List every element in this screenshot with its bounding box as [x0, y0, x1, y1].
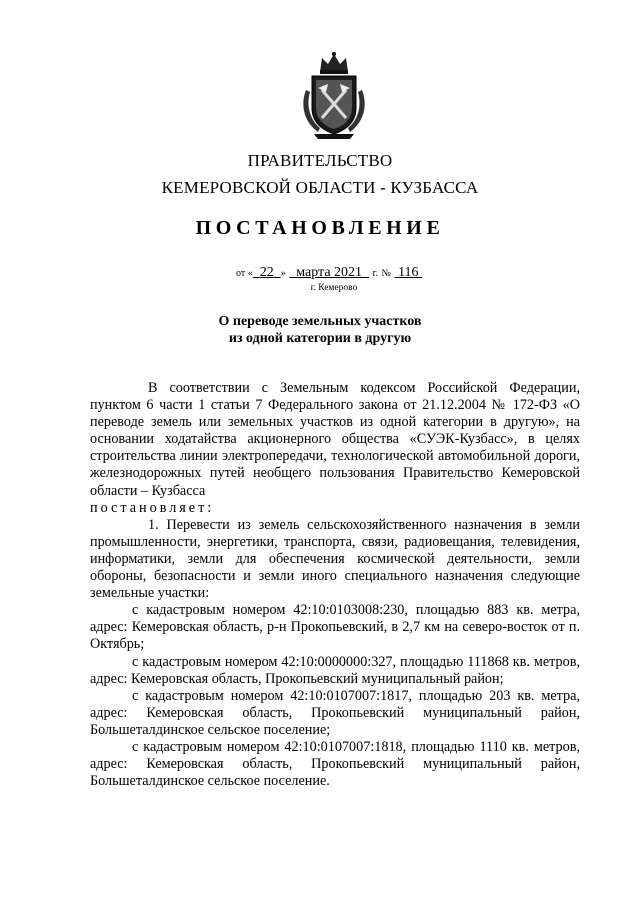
date-year-suffix: г.	[372, 268, 379, 279]
intro-paragraph: В соответствии с Земельным кодексом Российской Федерации, пунктом 6 части 1 статьи 7 Федерального закона от 21.12.2004 № 172-ФЗ «О переводе земель или земельных участков из одной категории в другую», на основании ходатайства акционерного общества «СУЭК-Кузбасс», в целях строительства линии электропередачи, технологической автомобильной дороги, железнодорожных путей необщего пользования Правительство Кемеровской области – Кузбасса	[90, 380, 580, 499]
date-month-year: марта 2021	[296, 265, 363, 280]
date-day: 22	[259, 265, 274, 280]
item-1-paragraph: 1. Перевести из земель сельскохозяйственного назначения в земли промышленности, энергетики, транспорта, связи, радиовещания, телевидения, информатики, земли для обеспечения космической деятельности, земли обороны, безопасности и земли иного специального назначения следующие земельные участки:	[90, 516, 580, 602]
city-name: г. Кемерово	[310, 283, 358, 293]
document-body	[90, 380, 580, 790]
land-plot-item: с кадастровым номером 42:10:0107007:1818, площадью 1110 кв. метров, адрес: Кемеровская область, Прокопьевский муниципальный район, Большеталдинское сельское поселение.	[90, 738, 580, 790]
document-title-line2: из одной категории в другую	[228, 331, 412, 346]
date-prefix: от «	[236, 268, 253, 279]
org-name-line2: КЕМЕРОВСКОЙ ОБЛАСТИ - КУЗБАССА	[161, 178, 479, 197]
document-title-line1: О переводе земельных участков	[218, 314, 422, 329]
document-number: 116	[398, 265, 419, 280]
land-plot-item: с кадастровым номером 42:10:0107007:1817, площадью 203 кв. метра, адрес: Кемеровская область, Прокопьевский муниципальный район, Большеталдинское сельское поселение;	[90, 687, 580, 738]
resolution-word: постановляет:	[90, 499, 215, 516]
land-plot-item: с кадастровым номером 42:10:0103008:230, площадью 883 кв. метра, адрес: Кемеровская область, р-н Прокопьевский, в 2,7 км на северо-восток от п. Октябрь;	[90, 602, 580, 653]
number-sign: №	[381, 268, 392, 279]
document-type-heading: ПОСТАНОВЛЕНИЕ	[195, 217, 445, 239]
org-name-line1: ПРАВИТЕЛЬСТВО	[247, 151, 393, 170]
date-mid: »	[280, 268, 286, 279]
kuzbass-coat-of-arms-icon	[298, 50, 370, 140]
land-plot-item: с кадастровым номером 42:10:0000000:327, площадью 111868 кв. метров, адрес: Кемеровская область, Прокопьевский муниципальный район;	[90, 653, 580, 687]
date-number-line	[236, 265, 422, 281]
